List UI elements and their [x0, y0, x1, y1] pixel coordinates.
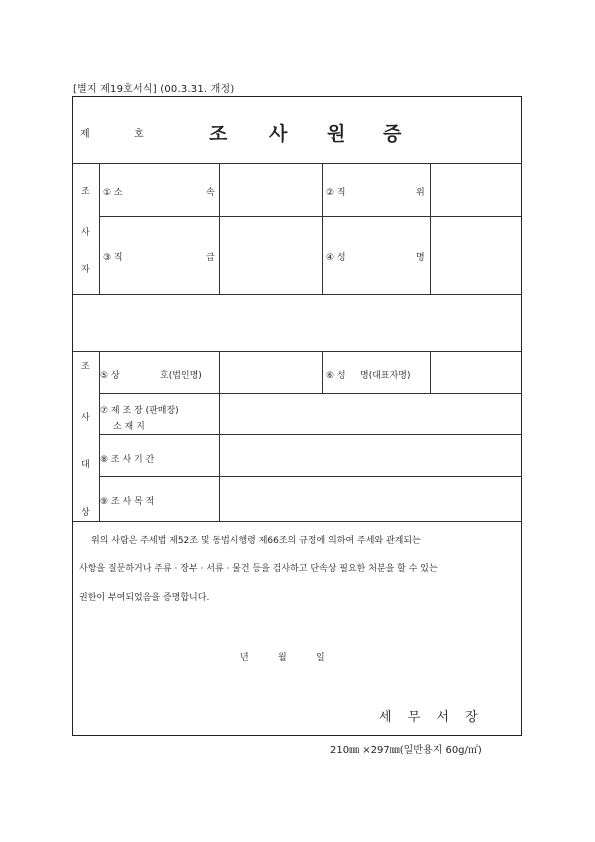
subject-side-4: 상: [81, 508, 90, 518]
position-label-end: 위: [416, 188, 425, 198]
purpose-label: ⑨ 조 사 목 적: [100, 497, 155, 507]
divider-subject-end: [73, 521, 521, 522]
statement-line-2: 사항을 질문하거나 주류 · 장부 · 서류 · 물건 등을 검사하고 단속상 필요한 처분을 할 수 있는: [79, 564, 438, 574]
title-char-4: 증: [383, 123, 402, 145]
divider-subject-3: [99, 476, 521, 477]
subject-side-3: 대: [81, 460, 90, 470]
divider-subject-1: [99, 393, 521, 394]
name-label-end: 명: [416, 253, 425, 263]
trade-name-label: ⑤ 상: [100, 371, 120, 381]
divider-investigator-mid: [99, 216, 521, 217]
investigator-side-3: 자: [81, 265, 90, 275]
form-number-header: [별지 제19호서식] (00.3.31. 개정): [73, 84, 235, 95]
number-label-ho: 호: [134, 129, 144, 140]
investigator-side-1: 조: [81, 187, 90, 197]
affiliation-label-end: 속: [206, 188, 215, 198]
investigator-side-2: 사: [81, 228, 90, 238]
vline-investigator-label1: [219, 163, 220, 294]
date-year-label: 년: [240, 653, 249, 663]
statement-line-1: 위의 사람은 주세법 제52조 및 동법시행령 제66조의 규정에 의하여 주세와 관계되는: [91, 536, 421, 546]
title-char-1: 조: [209, 123, 228, 145]
divider-blank-end: [73, 351, 521, 352]
title-char-3: 원: [327, 123, 346, 145]
title-char-2: 사: [269, 123, 288, 145]
number-label-je: 제: [80, 129, 90, 140]
period-label: ⑧ 조 사 기 간: [100, 455, 155, 465]
issuer-signature-label: 세 무 서 장: [379, 710, 484, 725]
representative-name-label: ⑥ 성: [326, 371, 346, 381]
date-day-label: 일: [316, 653, 325, 663]
affiliation-label: ① 소: [103, 188, 123, 198]
divider-investigator-end: [73, 294, 521, 295]
paper-size-footer: 210㎜ ×297㎜(일반용지 60g/㎡): [330, 745, 482, 756]
certificate-form: [72, 96, 522, 736]
subject-side-2: 사: [81, 413, 90, 423]
statement-line-3: 권한이 부여되었음을 증명합니다.: [79, 593, 210, 603]
vline-subject-mid: [322, 351, 323, 393]
vline-investigator-label2: [430, 163, 431, 294]
grade-label: ③ 직: [103, 253, 123, 263]
vline-subject-label: [219, 351, 220, 521]
location-label-line1: ⑦ 제 조 장 (판매장): [100, 406, 179, 416]
vline-investigator-side: [99, 163, 100, 294]
position-label: ② 직: [326, 188, 346, 198]
grade-label-end: 급: [206, 253, 215, 263]
date-month-label: 월: [278, 653, 287, 663]
subject-side-1: 조: [81, 362, 90, 372]
location-label-line2: 소 재 지: [113, 422, 145, 432]
divider-title: [73, 163, 521, 164]
representative-name-label-end: 명(대표자명): [360, 371, 411, 381]
vline-investigator-mid: [322, 163, 323, 294]
name-label: ④ 성: [326, 253, 346, 263]
vline-subject-label2: [430, 351, 431, 393]
divider-subject-2: [99, 434, 521, 435]
trade-name-label-end: 호(법인명): [160, 371, 202, 381]
